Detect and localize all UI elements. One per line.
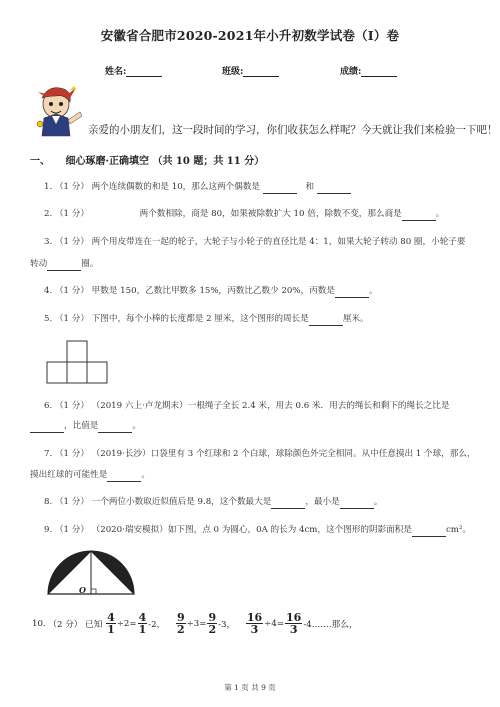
q6-score: （1 分） xyxy=(54,401,89,411)
q10-frac-3 xyxy=(246,612,263,635)
q7-line2-end: 。 xyxy=(141,470,150,480)
q6-line2-mid: ，比值是 xyxy=(64,421,99,431)
mascot-illustration xyxy=(30,84,86,138)
q6-line1: （2019 六上·卢龙期末）一根绳子全长 2.4 米，用去 0.6 米．用去的绳长和剩下的绳长之比是 xyxy=(91,401,450,411)
question-2 xyxy=(44,208,444,221)
q10-frac-1-den: 1 xyxy=(107,623,115,636)
q10-frac-2-num: 9 xyxy=(176,611,185,624)
page-title: 安徽省合肥市2020-2021年小升初数学试卷（I）卷 xyxy=(100,28,400,43)
class-label: 班级: xyxy=(222,67,244,77)
q5-blank[interactable] xyxy=(309,316,343,326)
q2-blank[interactable] xyxy=(402,211,436,221)
q7-line1: （2019·长沙）口袋里有 3 个红球和 2 个白球，球除颜色外完全相同。从中任意摸出 1 个球，那么， xyxy=(91,449,476,459)
q6-line2-end: 。 xyxy=(132,421,141,431)
question-3 xyxy=(44,236,484,249)
q6-blank-2[interactable] xyxy=(98,423,132,433)
q1-score: （1 分） xyxy=(54,182,89,192)
q2-score: （1 分） xyxy=(54,209,89,219)
q10-score: （2 分） xyxy=(48,619,83,630)
q1-blank-2[interactable] xyxy=(317,184,351,194)
q7-num: 7. xyxy=(44,449,53,459)
q10-frac-2 xyxy=(176,612,186,635)
q4-blank[interactable] xyxy=(335,288,369,298)
q8-score: （1 分） xyxy=(54,497,89,507)
page-footer: 第 1 页 共 9 页 xyxy=(224,683,276,692)
q5-end: 厘米。 xyxy=(342,314,369,324)
q1-blank-1[interactable] xyxy=(263,184,297,194)
q5-score: （1 分） xyxy=(54,314,89,324)
q10-frac-1r-num: 4 xyxy=(138,611,147,624)
q10-tail-2: -3， xyxy=(218,619,236,630)
q10-frac-1-num: 4 xyxy=(107,611,115,624)
question-3-line2 xyxy=(30,258,98,271)
q10-num: 10. xyxy=(32,618,46,629)
section-title: 细心琢磨·正确填空 （共 10 题；共 11 分） xyxy=(65,156,265,167)
q9-num: 9. xyxy=(44,525,53,535)
name-label: 姓名: xyxy=(105,67,127,77)
question-6 xyxy=(44,400,484,413)
name-blank[interactable] xyxy=(126,66,162,77)
score-field xyxy=(340,64,397,77)
q8-text: 一个两位小数取近似值后是 9.8，这个数最大是 xyxy=(91,497,272,507)
q2-text: 两个数相除，商是 80，如果被除数扩大 10 倍，除数不变，那么商是 xyxy=(139,209,402,219)
q10-frac-3-den: 3 xyxy=(250,623,259,636)
question-8 xyxy=(44,496,382,509)
q3-line2-pre: 转动 xyxy=(30,259,48,269)
q3-line1: 两个用皮带连在一起的轮子，大轮子与小轮子的直径比是 4：1，如果大轮子转动 80 圈，小轮子要 xyxy=(91,237,466,247)
semicircle-diagram xyxy=(46,550,136,600)
q9-score: （1 分） xyxy=(54,525,89,535)
class-field xyxy=(222,64,279,77)
q3-num: 3. xyxy=(44,237,53,247)
greeting-text: 亲爱的小朋友们，这一段时间的学习，你们收获怎么样呢？今天就让我们来检验一下吧！ xyxy=(88,124,498,136)
q2-num: 2. xyxy=(44,209,53,219)
q4-score: （1 分） xyxy=(54,286,89,296)
q10-op-3: ÷4= xyxy=(264,618,285,629)
q8-num: 8. xyxy=(44,497,53,507)
q10-op-2: ÷3= xyxy=(186,618,207,629)
q7-score: （1 分） xyxy=(54,449,89,459)
q4-end: 。 xyxy=(368,286,378,296)
q5-num: 5. xyxy=(44,314,53,324)
q1-num: 1. xyxy=(44,182,53,192)
q10-frac-3r-den: 3 xyxy=(289,623,298,636)
question-5 xyxy=(44,313,369,326)
q4-num: 4. xyxy=(44,286,53,296)
point-o-label: O xyxy=(79,585,86,595)
q9-blank[interactable] xyxy=(412,527,446,537)
q10-frac-2-den: 2 xyxy=(176,623,185,636)
class-blank[interactable] xyxy=(243,66,279,77)
q9-end: cm²。 xyxy=(445,525,471,535)
q3-line2-post: 圈。 xyxy=(81,259,99,269)
q2-end: 。 xyxy=(435,209,445,219)
q3-score: （1 分） xyxy=(54,237,89,247)
q10-op-1: ÷2= xyxy=(116,618,137,629)
q8-end: 。 xyxy=(373,497,383,507)
q10-frac-2r-num: 9 xyxy=(208,611,217,624)
section-number: 一、 xyxy=(30,156,50,167)
q10-frac-3r-num: 16 xyxy=(286,611,302,624)
q10-frac-3-num: 16 xyxy=(246,611,263,624)
q10-frac-1r xyxy=(138,612,148,635)
q4-text: 甲数是 150，乙数比甲数多 15%，丙数比乙数少 20%，丙数是 xyxy=(91,286,335,296)
q7-line2: 摸出红球的可能性是 xyxy=(30,470,108,480)
q10-frac-2r-den: 2 xyxy=(208,623,217,636)
question-10 xyxy=(32,612,357,635)
q10-tail-1: -2， xyxy=(148,619,166,630)
question-7-line2 xyxy=(30,469,150,482)
q1-mid: 和 xyxy=(305,182,315,192)
q9-text: （2020·瑞安模拟）如下图，点 0 为圆心，0A 的长为 4cm，这个图形的阴影面积是 xyxy=(91,525,412,535)
q6-num: 6. xyxy=(44,401,53,411)
q6-blank-1[interactable] xyxy=(30,423,64,433)
score-label: 成绩: xyxy=(340,67,362,77)
q8-mid: ，最小是 xyxy=(305,497,340,507)
q7-blank[interactable] xyxy=(107,472,141,482)
name-field xyxy=(105,64,162,77)
stick-figure-diagram xyxy=(46,340,110,384)
question-1 xyxy=(44,181,351,194)
q10-pre: 已知 xyxy=(85,619,103,630)
question-9 xyxy=(44,524,471,537)
q10-frac-1 xyxy=(106,612,116,635)
q1-text: 两个连续偶数的和是 10，那么这两个偶数是 xyxy=(91,182,261,192)
q8-blank-1[interactable] xyxy=(271,499,305,509)
q10-frac-1r-den: 1 xyxy=(138,623,147,636)
q8-blank-2[interactable] xyxy=(340,499,374,509)
q10-frac-2r xyxy=(207,612,217,635)
q5-text: 下图中，每个小棒的长度都是 2 厘米，这个图形的周长是 xyxy=(91,314,309,324)
score-blank[interactable] xyxy=(361,66,397,77)
q10-tail-3: -4.……那么， xyxy=(303,619,358,630)
question-7 xyxy=(44,448,484,461)
question-4 xyxy=(44,285,378,298)
question-6-line2 xyxy=(30,420,141,433)
section-heading xyxy=(30,152,264,167)
q10-frac-3r xyxy=(285,612,302,635)
q3-blank[interactable] xyxy=(47,261,81,271)
